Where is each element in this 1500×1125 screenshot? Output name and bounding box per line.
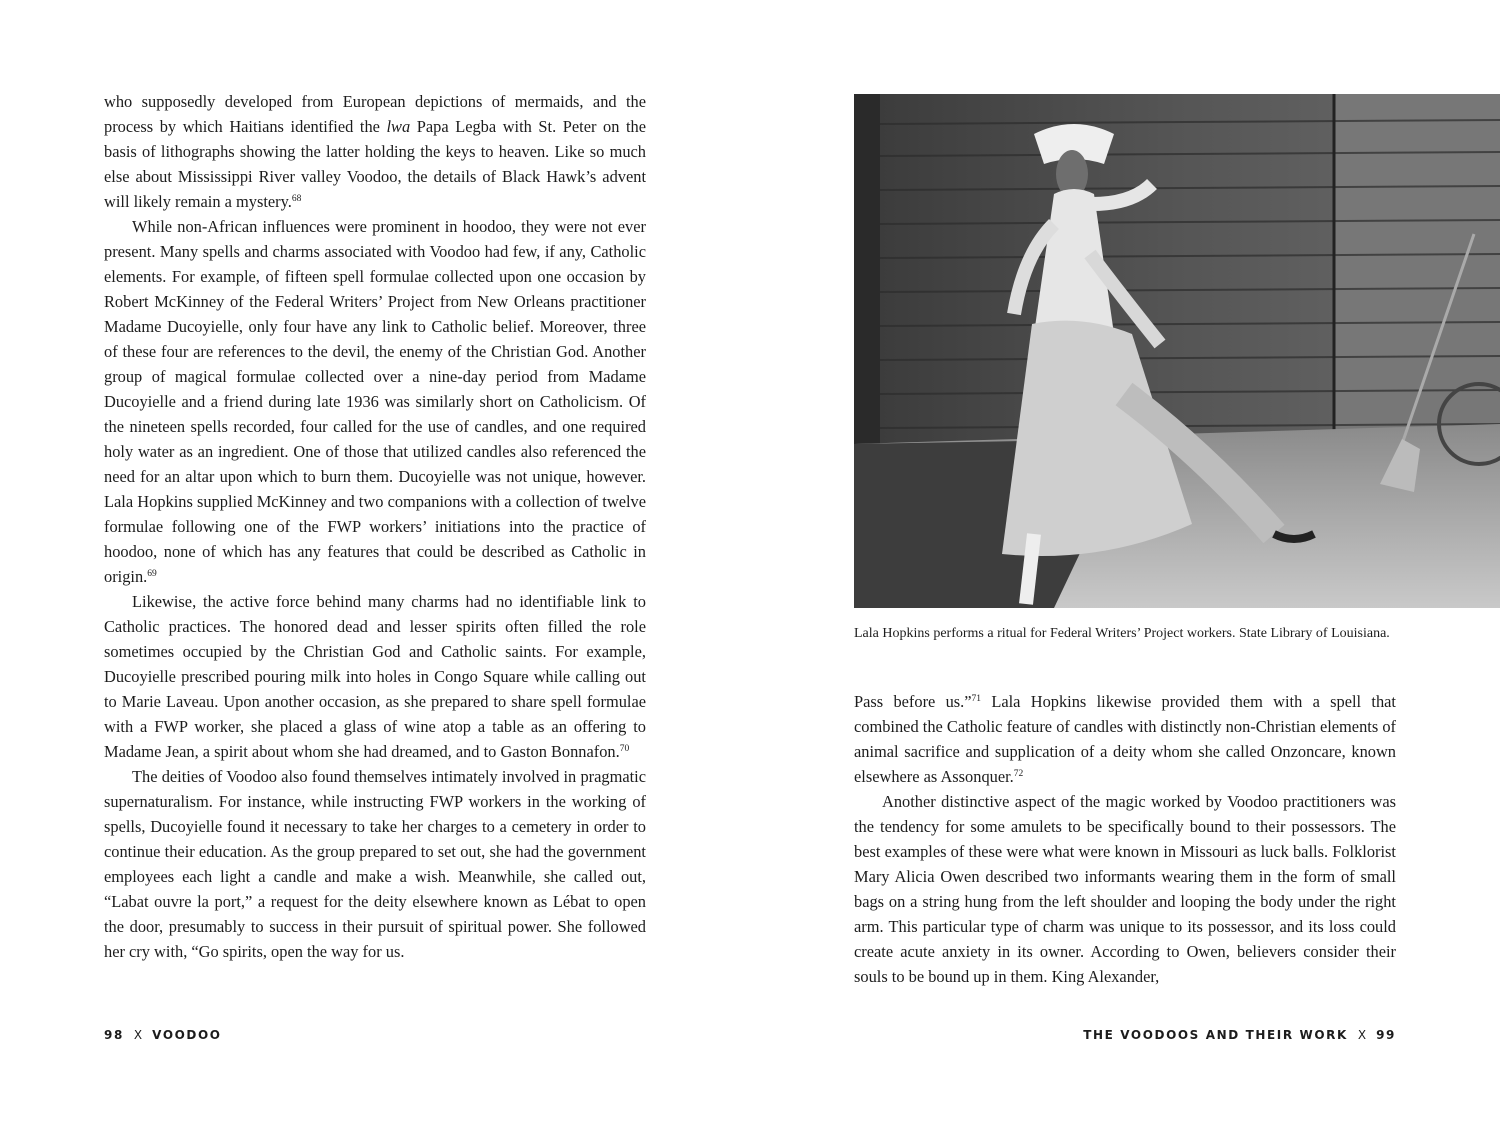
right-folio — [1083, 1028, 1396, 1042]
italic-term: lwa — [386, 117, 411, 136]
text-run: The deities of Voodoo also found themselves intimately involved in pragmatic supernaturalism. For instance, while instructing FWP workers in the working of spells, Ducoyielle found it necessary to take her charges to a cemetery in order to continue their education. As the group prepared to set out, she had the government employees each light a candle and make a wish. Meanwhile, she called out, “Labat ouvre la port,” a request for the deity elsewhere known as Lébat to open the door, presumably to success in their pursuit of spiritual power. She followed her cry with, “Go spirits, open the way for us. — [104, 767, 646, 961]
paragraph — [854, 689, 1396, 789]
text-run: who supposedly developed from European depictions of mermaids, and the process by which Haitians identified the — [104, 92, 646, 136]
figure-caption: Lala Hopkins performs a ritual for Federal Writers’ Project workers. State Library of Louisiana. — [854, 626, 1390, 641]
text-run: Likewise, the active force behind many charms had no identifiable link to Catholic practices. The honored dead and lesser spirits often filled the role sometimes occupied by the Christian God and Catholic saints. For example, Ducoyielle prescribed pouring milk into holes in Congo Square while calling out to Marie Laveau. Upon another occasion, as she prepared to share spell formulae with a FWP worker, she placed a glass of wine atop a table as an offering to Madame Jean, a spirit about whom she had dreamed, and to Gaston Bonnafon. — [104, 592, 646, 761]
left-folio — [104, 1028, 222, 1042]
footnote-ref: 69 — [147, 569, 157, 579]
paragraph — [104, 589, 646, 764]
photograph-dancing-woman-icon — [854, 94, 1500, 608]
text-run: Pass before us.” — [854, 692, 972, 711]
paragraph — [104, 89, 646, 214]
text-run: Papa Legba with St. Peter on the basis of lithographs showing the latter holding the keys to heaven. Like so much else about Mississippi River valley Voodoo, the details of Black Hawk’s advent will likely remain a mystery. — [104, 117, 646, 211]
right-running-head: THE VOODOOS AND THEIR WORK — [1083, 1028, 1348, 1042]
paragraph — [104, 764, 646, 964]
left-running-head: VOODOO — [152, 1028, 222, 1042]
right-body-text — [854, 689, 1396, 989]
right-page — [750, 0, 1500, 1125]
left-folio-separator: X — [133, 1028, 143, 1042]
left-body-text — [104, 89, 646, 964]
footnote-ref: 72 — [1013, 769, 1024, 779]
footnote-ref: 68 — [291, 194, 302, 204]
footnote-ref: 70 — [619, 744, 630, 754]
photograph — [854, 94, 1500, 608]
left-page-number: 98 — [104, 1028, 124, 1042]
right-page-number: 99 — [1376, 1028, 1396, 1042]
paragraph — [104, 214, 646, 589]
text-run: Another distinctive aspect of the magic worked by Voodoo practitioners was the tendency for some amulets to be specifically bound to their possessors. The best examples of these were what were known in Missouri as luck balls. Folklorist Mary Alicia Owen described two informants wearing them in the form of small bags on a string hung from the left shoulder and looping the body under the right arm. This particular type of charm was unique to its possessor, and its loss could create acute anxiety in its owner. According to Owen, believers consider their souls to be bound up in them. King Alexander, — [854, 792, 1396, 986]
paragraph — [854, 789, 1396, 989]
text-run: While non-African influences were prominent in hoodoo, they were not ever present. Many spells and charms associated with Voodoo had few, if any, Catholic elements. For example, of fifteen spell formulae collected upon one occasion by Robert McKinney of the Federal Writers’ Project from New Orleans practitioner Madame Ducoyielle, only four have any link to Catholic belief. Moreover, three of these four are references to the devil, the enemy of the Christian God. Another group of magical formulae collected over a nine-day period from Madame Ducoyielle and a friend during late 1936 was similarly short on Catholicism. Of the nineteen spells recorded, four called for the use of candles, and one required holy water as an ingredient. One of those that utilized candles also referenced the need for an altar upon which to burn them. Ducoyielle was not unique, however. Lala Hopkins supplied McKinney and two companions with a collection of twelve formulae following one of the FWP workers’ initiations into the practice of hoodoo, none of which has any features that could be described as Catholic in origin. — [104, 217, 646, 586]
right-folio-separator: X — [1357, 1028, 1367, 1042]
text-run: Lala Hopkins likewise provided them with a spell that combined the Catholic feature of candles with distinctly non-Christian elements of animal sacrifice and supplication of a deity whom she called Onzoncare, known elsewhere as Assonquer. — [854, 692, 1396, 786]
footnote-ref: 71 — [971, 694, 982, 704]
